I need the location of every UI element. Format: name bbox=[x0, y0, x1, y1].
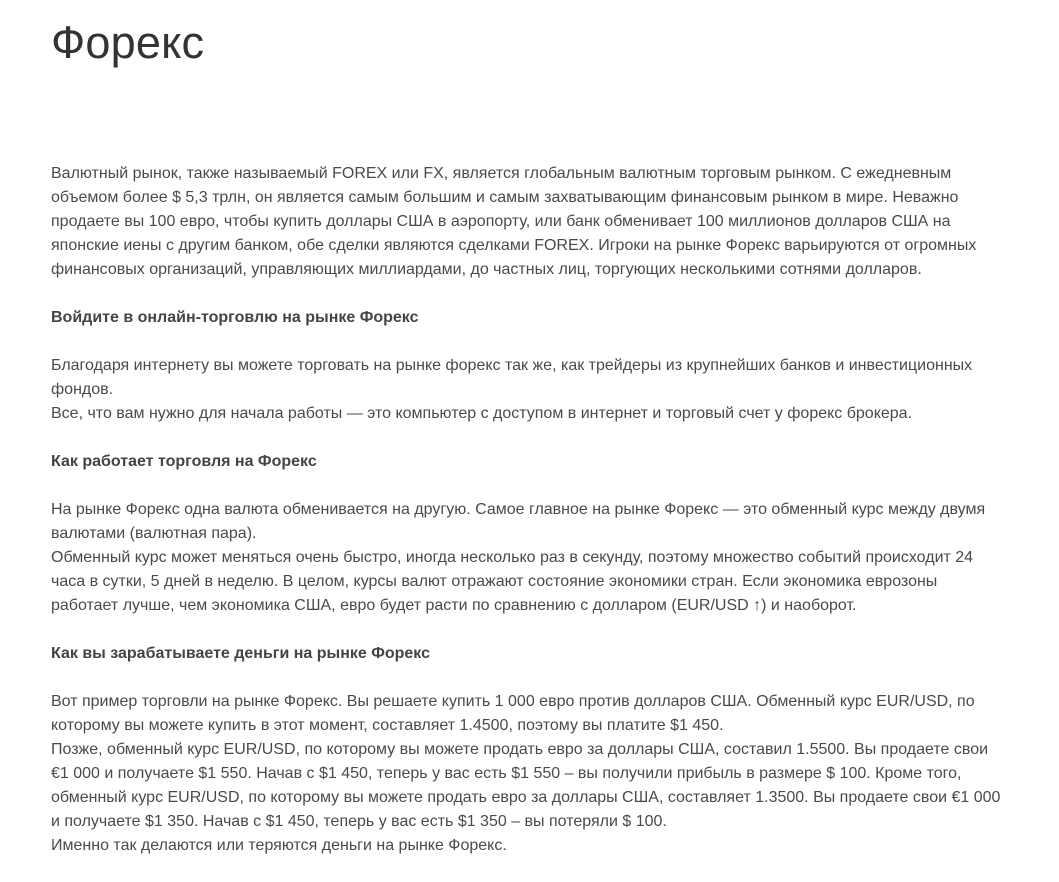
section-line: Обменный курс может меняться очень быстро, иногда несколько раз в секунду, поэтому множество событий происходит 24 bbox=[51, 549, 974, 566]
intro-line: финансовых организаций, управляющих миллиардами, до частных лиц, торгующих несколькими сотнями долларов. bbox=[51, 261, 922, 278]
section-line: и получаете $1 350. Начав с $1 450, теперь у вас есть $1 350 – вы потеряли $ 100. bbox=[51, 813, 667, 830]
section-make-money bbox=[51, 642, 1011, 858]
section-line: Вот пример торговли на рынке Форекс. Вы решаете купить 1 000 евро против долларов США. Обменный курс EUR/USD, по bbox=[51, 693, 975, 710]
section-heading: Как вы зарабатываете деньги на рынке Форекс bbox=[51, 645, 430, 662]
section-line: €1 000 и получаете $1 550. Начав с $1 450, теперь у вас есть $1 550 – вы получили прибыль в размере $ 100. Кроме того, bbox=[51, 765, 962, 782]
section-line: На рынке Форекс одна валюта обменивается на другую. Самое главное на рынке Форекс — это обменный курс между двумя bbox=[51, 501, 986, 518]
article bbox=[51, 0, 1011, 882]
section-heading: Как работает торговля на Форекс bbox=[51, 453, 317, 470]
section-line: Позже, обменный курс EUR/USD, по которому вы можете продать евро за доллары США, составил 1.5500. Вы продаете свои bbox=[51, 741, 989, 758]
section-line: часа в сутки, 5 дней в неделю. В целом, курсы валют отражают состояние экономики стран. Если экономика еврозоны bbox=[51, 573, 938, 590]
section-paragraph bbox=[51, 354, 1011, 426]
page-title: Форекс bbox=[51, 17, 205, 68]
intro-line: японские иены с другим банком, обе сделки являются сделками FOREX. Игроки на рынке Форекс варьируются от огромных bbox=[51, 237, 977, 254]
section-line: Все, что вам нужно для начала работы — это компьютер с доступом в интернет и торговый счет у форекс брокера. bbox=[51, 405, 913, 422]
section-paragraph bbox=[51, 498, 1011, 618]
section-online-trading bbox=[51, 306, 1011, 426]
section-line: обменный курс EUR/USD, по которому вы можете продать евро за доллары США, составляет 1.3500. Вы продаете свои €1 000 bbox=[51, 789, 1001, 806]
section-line: Именно так делаются или теряются деньги на рынке Форекс. bbox=[51, 837, 507, 854]
section-line: валютами (валютная пара). bbox=[51, 525, 257, 542]
section-line: фондов. bbox=[51, 381, 114, 398]
section-heading: Войдите в онлайн-торговлю на рынке Форекс bbox=[51, 309, 419, 326]
section-line: которому вы можете купить в этот момент, составляет 1.4500, поэтому вы платите $1 450. bbox=[51, 717, 724, 734]
intro-paragraph bbox=[51, 162, 1011, 282]
article-body bbox=[51, 162, 1011, 858]
section-how-it-works bbox=[51, 450, 1011, 618]
section-line: Благодаря интернету вы можете торговать на рынке форекс так же, как трейдеры из крупнейших банков и инвестиционных bbox=[51, 357, 973, 374]
section-paragraph bbox=[51, 690, 1011, 858]
intro-line: объемом более $ 5,3 трлн, он является самым большим и самым захватывающим финансовым рынком в мире. Неважно bbox=[51, 189, 959, 206]
section-line: работает лучше, чем экономика США, евро будет расти по сравнению с долларом (EUR/USD ↑) и наоборот. bbox=[51, 597, 857, 614]
intro-line: продаете вы 100 евро, чтобы купить доллары США в аэропорту, или банк обменивает 100 миллионов долларов США на bbox=[51, 213, 951, 230]
intro-line: Валютный рынок, также называемый FOREX или FX, является глобальным валютным торговым рынком. С ежедневным bbox=[51, 165, 952, 182]
